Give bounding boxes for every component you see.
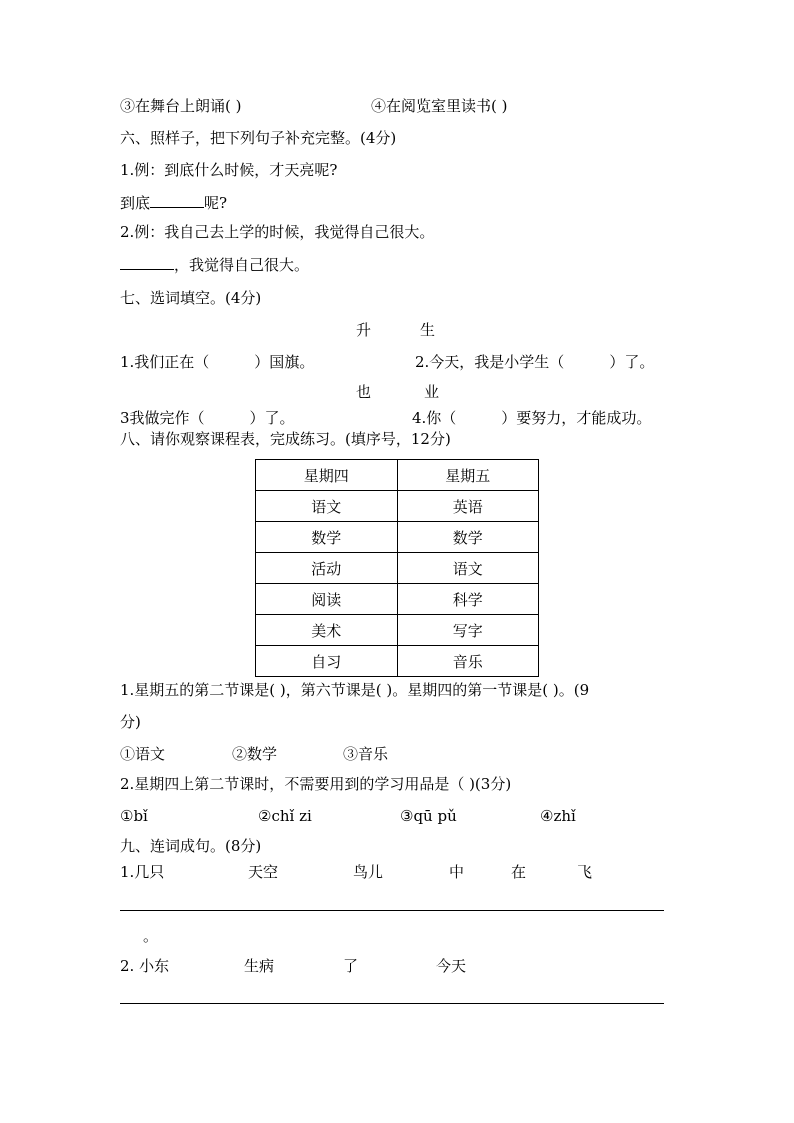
q9-sentence-end: 。 <box>143 927 159 945</box>
q6-title: 六、照样子，把下列句子补充完整。(4分) <box>120 129 397 147</box>
table-cell: 音乐 <box>397 646 539 677</box>
table-cell: 数学 <box>256 522 398 553</box>
q6-example-2: 2.例：我自己去上学的时候，我觉得自己很大。 <box>120 223 435 241</box>
q5-option-3: ③在舞台上朗诵( ) <box>120 97 242 115</box>
q8-option: ②chǐ zi <box>258 807 312 825</box>
table-row <box>256 646 539 677</box>
q9-word: 1.几只 <box>120 863 165 881</box>
table-row <box>256 615 539 646</box>
q8-option: ③音乐 <box>343 745 389 763</box>
q7-word-option: 也 <box>356 383 372 401</box>
q9-word: 2. 小东 <box>120 957 170 975</box>
q9-word: 生病 <box>244 957 275 975</box>
table-cell: 自习 <box>256 646 398 677</box>
answer-line[interactable] <box>120 1003 664 1004</box>
q9-word: 了 <box>343 957 359 975</box>
q8-option: ③qū pǔ <box>400 807 457 825</box>
q8-option: ②数学 <box>232 745 278 763</box>
q6-fill-2 <box>120 254 309 275</box>
q8-question-2: 2.星期四上第二节课时，不需要用到的学习用品是（ )(3分) <box>120 775 512 793</box>
table-row <box>256 522 539 553</box>
q6-fill-1-suffix: 呢? <box>204 194 228 212</box>
q6-fill-1-prefix: 到底 <box>120 194 151 212</box>
table-header: 星期五 <box>397 460 539 491</box>
table-header: 星期四 <box>256 460 398 491</box>
q9-word: 中 <box>449 863 465 881</box>
q8-option: ①语文 <box>120 745 166 763</box>
q7-sentence-2: 2.今天，我是小学生（ ）了。 <box>415 353 655 371</box>
q9-word: 天空 <box>248 863 279 881</box>
table-cell: 语文 <box>397 553 539 584</box>
q6-example-1: 1.例：到底什么时候，才天亮呢? <box>120 161 338 179</box>
answer-line[interactable] <box>120 910 664 911</box>
q6-fill-1 <box>120 192 227 213</box>
q8-question-1: 1.星期五的第二节课是( )，第六节课是( )。星期四的第一节课是( )。(9 <box>120 681 590 699</box>
table-cell: 数学 <box>397 522 539 553</box>
q7-word-option: 生 <box>420 321 436 339</box>
table-cell: 阅读 <box>256 584 398 615</box>
q8-title: 八、请你观察课程表，完成练习。(填序号，12分) <box>120 430 451 448</box>
table-cell: 活动 <box>256 553 398 584</box>
q9-word: 今天 <box>436 957 467 975</box>
q9-word: 飞 <box>577 863 593 881</box>
table-cell: 美术 <box>256 615 398 646</box>
answer-blank[interactable] <box>120 254 174 270</box>
table-cell: 英语 <box>397 491 539 522</box>
q8-option: ④zhǐ <box>540 807 576 825</box>
q7-word-option: 升 <box>356 321 372 339</box>
answer-blank[interactable] <box>150 192 204 208</box>
table-cell: 语文 <box>256 491 398 522</box>
q5-option-4: ④在阅览室里读书( ) <box>371 97 508 115</box>
q8-option: ①bǐ <box>120 807 148 825</box>
schedule-table <box>255 459 539 677</box>
table-row <box>256 491 539 522</box>
q6-fill-2-suffix: ，我觉得自己很大。 <box>174 256 310 274</box>
q7-word-option: 业 <box>424 383 440 401</box>
q9-word: 鸟儿 <box>353 863 384 881</box>
q7-title: 七、选词填空。(4分) <box>120 289 262 307</box>
q9-word: 在 <box>511 863 527 881</box>
q8-question-1-cont: 分) <box>120 713 141 731</box>
table-cell: 科学 <box>397 584 539 615</box>
table-row <box>256 553 539 584</box>
table-row <box>256 584 539 615</box>
table-header-row <box>256 460 539 491</box>
table-cell: 写字 <box>397 615 539 646</box>
q9-title: 九、连词成句。(8分) <box>120 837 262 855</box>
q7-sentence-1: 1.我们正在（ ）国旗。 <box>120 353 315 371</box>
q7-sentence-4: 4.你（ ）要努力，才能成功。 <box>412 409 652 427</box>
q7-sentence-3: 3我做完作（ ）了。 <box>120 409 295 427</box>
